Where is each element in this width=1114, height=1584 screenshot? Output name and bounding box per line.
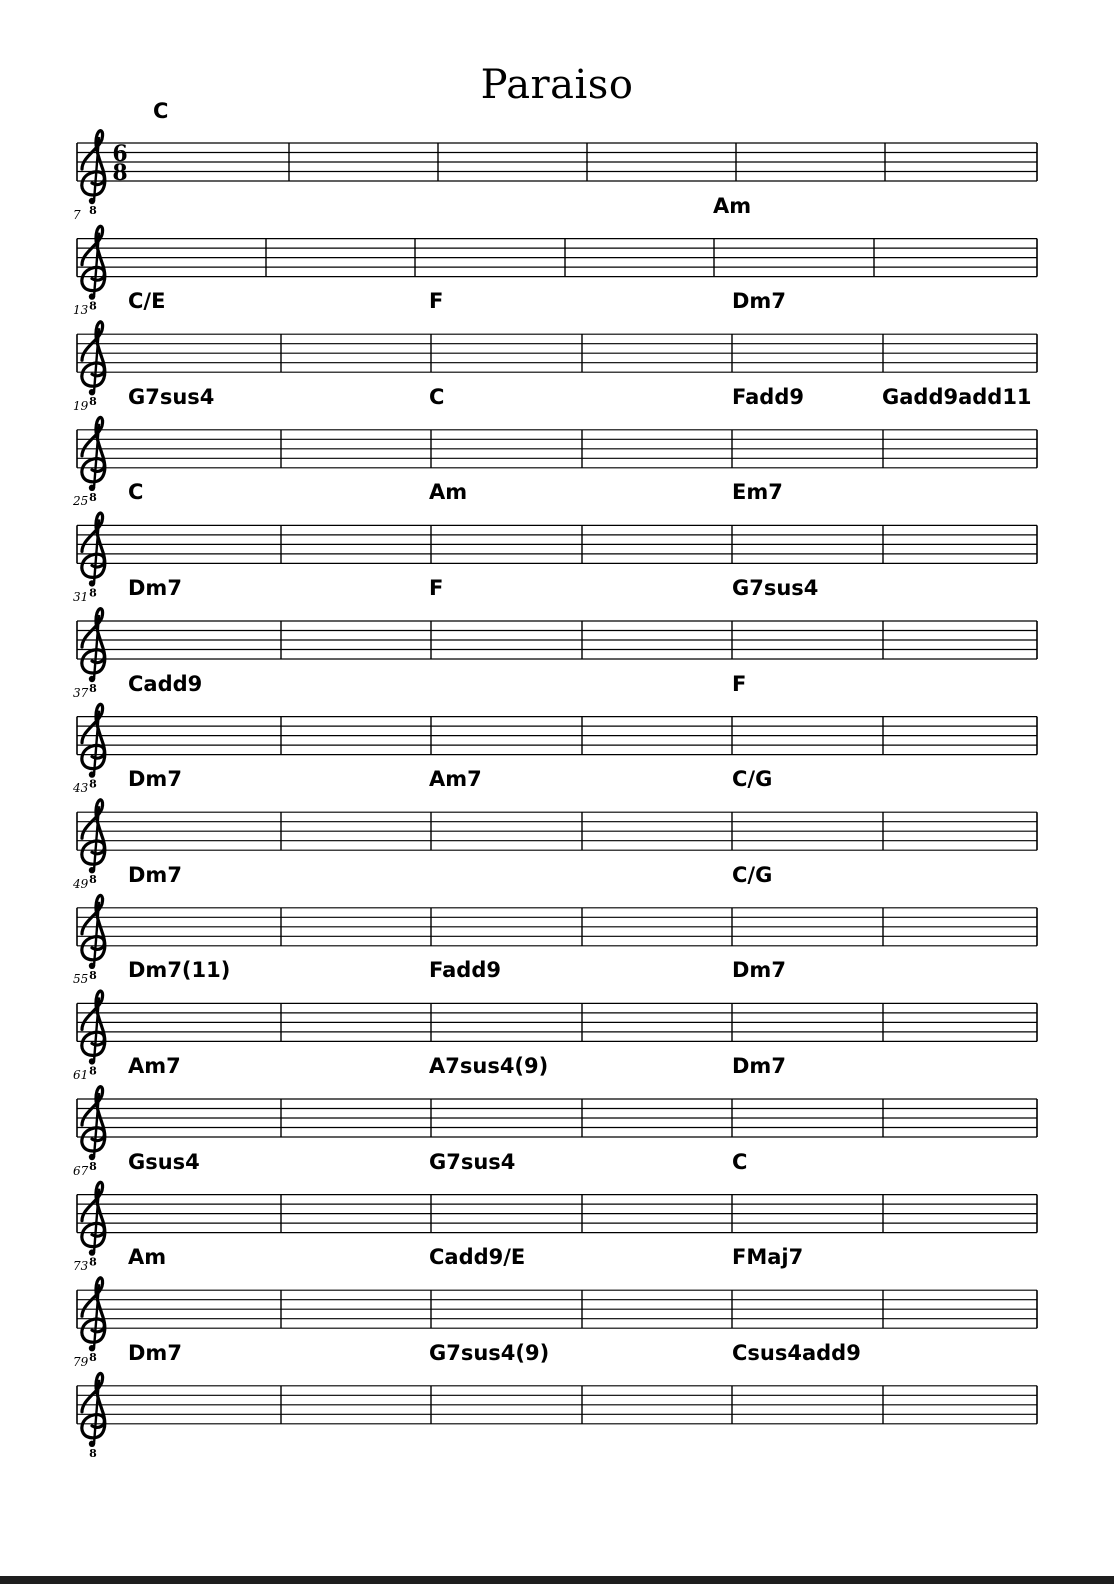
- octave-eight-mark: 8: [89, 968, 97, 982]
- chord-symbol: Cadd9/E: [429, 1245, 526, 1270]
- chord-symbol: Dm7(11): [128, 958, 231, 983]
- measure-number: 67: [73, 1163, 89, 1178]
- chord-symbol: Dm7: [128, 576, 182, 600]
- chord-symbol: G7sus4: [429, 1149, 516, 1174]
- chord-symbol: C/E: [128, 289, 166, 314]
- chord-symbol: Am: [429, 480, 468, 505]
- time-signature-denominator: 8: [112, 160, 128, 186]
- staff-system: [77, 800, 1037, 886]
- measure-number: 43: [73, 781, 89, 796]
- chord-symbol: Gsus4: [128, 1149, 200, 1174]
- chord-symbol: F: [429, 576, 444, 600]
- chord-symbol: Gadd9add11: [882, 384, 1032, 409]
- measure-number: 25: [73, 494, 89, 509]
- chord-symbol: Am7: [128, 1054, 181, 1078]
- chord-symbol: A7sus4(9): [429, 1054, 549, 1078]
- measure-number: 61: [73, 1068, 89, 1082]
- octave-eight-mark: 8: [89, 586, 97, 600]
- measure-number: 13: [73, 303, 89, 318]
- chord-symbol: Dm7: [128, 862, 182, 887]
- chord-symbol: F: [732, 671, 747, 696]
- chord-symbol: F: [429, 289, 444, 314]
- staff-system: [77, 1373, 1037, 1459]
- chord-symbol: Dm7: [732, 958, 786, 983]
- chord-symbol: Dm7: [128, 1340, 182, 1365]
- chord-symbol: FMaj7: [732, 1245, 804, 1270]
- measure-number: 79: [73, 1354, 89, 1369]
- measure-number: 37: [73, 685, 89, 700]
- chord-symbol: Dm7: [732, 289, 786, 314]
- chord-symbol: Dm7: [732, 1054, 786, 1078]
- staff-system: [77, 1087, 1037, 1173]
- octave-eight-mark: 8: [89, 204, 97, 217]
- measure-number: 31: [73, 590, 89, 604]
- time-signature-numerator: 6: [112, 141, 128, 167]
- measure-number: 55: [73, 972, 89, 987]
- chord-symbol: C: [732, 1149, 748, 1174]
- chord-symbol: Am: [128, 1245, 167, 1270]
- staff-system: [77, 417, 1037, 503]
- octave-eight-mark: 8: [89, 873, 97, 887]
- staff-system: [77, 1278, 1037, 1364]
- chord-symbol: C/G: [732, 862, 773, 887]
- chord-symbol: Fadd9: [732, 384, 804, 409]
- measure-number: 19: [73, 398, 89, 413]
- staff-system: [77, 513, 1037, 599]
- chord-symbol: C: [429, 384, 445, 409]
- staff-system: [77, 704, 1037, 790]
- score-title: Paraiso: [480, 62, 634, 108]
- octave-eight-mark: 8: [89, 1160, 97, 1173]
- octave-eight-mark: 8: [89, 1064, 97, 1078]
- chord-symbol: G7sus4: [732, 576, 819, 600]
- octave-eight-mark: 8: [89, 682, 97, 695]
- chord-symbol: Am7: [429, 767, 482, 792]
- octave-eight-mark: 8: [89, 1446, 97, 1460]
- chord-symbol: Am: [713, 193, 752, 218]
- measure-number: 73: [73, 1259, 89, 1274]
- staff-system: [77, 131, 1037, 217]
- chord-symbol: C: [153, 99, 169, 123]
- measure-number: 7: [73, 207, 81, 222]
- octave-eight-mark: 8: [89, 1351, 97, 1365]
- chord-symbol: C/G: [732, 767, 773, 792]
- chord-symbol: Em7: [732, 480, 783, 505]
- octave-eight-mark: 8: [89, 490, 97, 504]
- chord-symbol: Cadd9: [128, 671, 203, 696]
- octave-eight-mark: 8: [89, 1255, 97, 1269]
- chord-symbol: Fadd9: [429, 958, 501, 983]
- chord-symbol: G7sus4: [128, 384, 215, 409]
- measure-number: 49: [73, 876, 89, 891]
- chord-symbol: C: [128, 480, 144, 505]
- octave-eight-mark: 8: [89, 777, 97, 791]
- staff-system: [77, 226, 1037, 312]
- chord-symbol: Dm7: [128, 767, 182, 792]
- chord-symbol: Csus4add9: [732, 1340, 861, 1365]
- bottom-bar: [0, 1576, 1114, 1584]
- octave-eight-mark: 8: [89, 395, 97, 409]
- staff-system: [77, 991, 1037, 1077]
- staff-system: [77, 1182, 1037, 1268]
- chord-symbol: G7sus4(9): [429, 1340, 550, 1365]
- staff-system: [77, 609, 1037, 695]
- octave-eight-mark: 8: [89, 299, 97, 313]
